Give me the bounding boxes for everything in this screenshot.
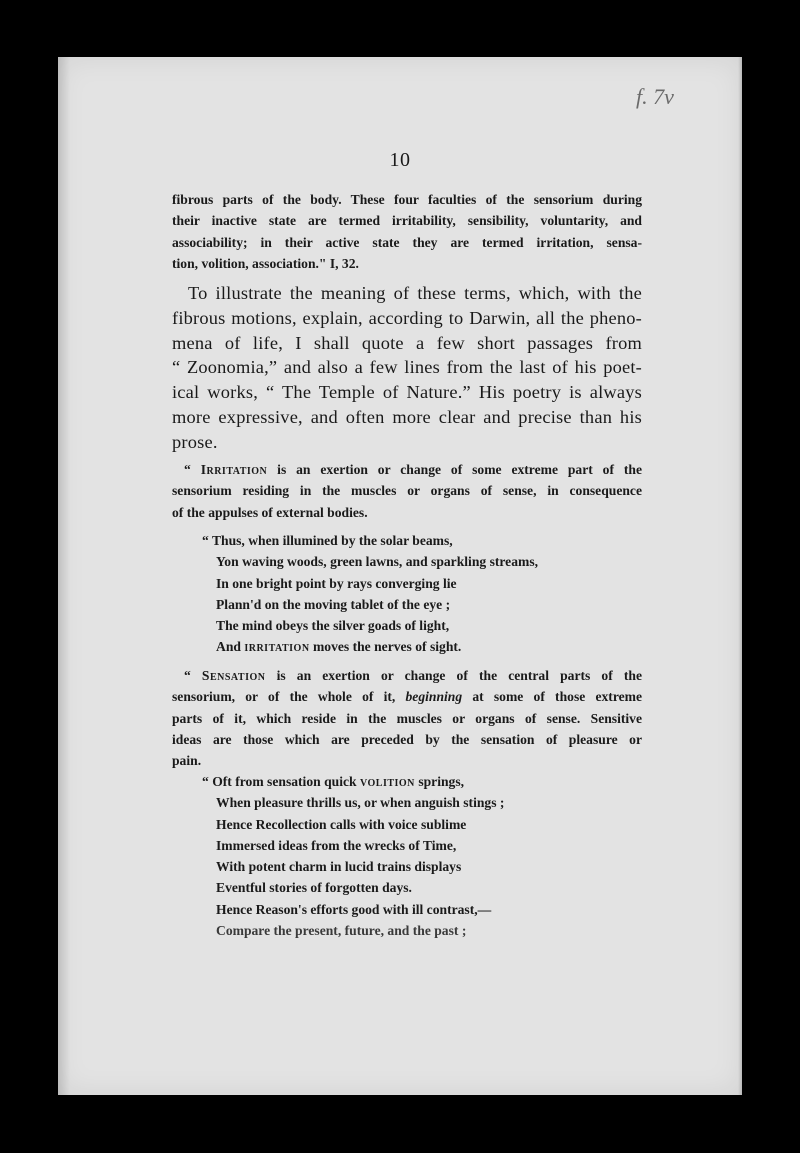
text-fragment: is an exertion or change of the central parts of the [265,668,642,683]
italic-word: beginning [405,689,463,705]
text-line: mena of life, I shall quote a few short passages from [172,332,642,353]
verse-sensation [202,771,505,941]
text-line: their inactive state are termed irritability, sensibility, voluntarity, and [172,213,642,229]
open-quote: “ [184,668,202,683]
book-page [58,57,742,1095]
body-paragraph [172,281,642,455]
text-line: more expressive, and often more clear and precise than his [172,406,642,427]
text-line: of the appulses of external bodies. [172,504,368,520]
term-sensation: Sensation [201,668,266,683]
text-line: To illustrate the meaning of these terms, which, with the [188,283,642,303]
verse-line: Plann'd on the moving tablet of the eye ; [216,596,451,612]
text-line: prose. [172,431,218,452]
verse-line: With potent charm in lucid trains displays [216,859,462,875]
text-fragment: “ Oft from sensation quick [202,774,360,789]
quote-continuation [172,189,642,274]
verse-line: Hence Reason's efforts good with ill contrast,— [216,901,492,917]
verse-line: Compare the present, future, and the past ; [216,923,467,939]
text-line: ical works, “ The Temple of Nature.” His poetry is always [172,382,642,403]
verse-line [202,771,504,792]
verse-line: When pleasure thrills us, or when anguish stings ; [216,795,505,811]
text-fragment: moves the nerves of sight. [309,639,462,655]
folio-mark: f. 7v [636,84,674,109]
text-fragment: And [216,639,245,655]
open-quote: “ [184,462,201,477]
term-irritation: irritation [244,639,310,655]
verse-line: Yon waving woods, green lawns, and sparkling streams, [216,554,539,570]
text-line: ideas are those which are preceded by the sensation of pleasure or [172,731,642,747]
verse-line: “ Thus, when illumined by the solar beams, [202,533,453,548]
irritation-definition [172,459,642,523]
verse-line: The mind obeys the silver goads of light, [216,618,450,634]
text-fragment: sensorium, or of the whole of it, [172,689,406,705]
text-line: associability; in their active state they are termed irritation, sensa- [172,234,642,250]
verse-line: Immersed ideas from the wrecks of Time, [216,837,457,853]
text-line: “ Zoonomia,” and also a few lines from the last of his poet- [172,357,642,378]
verse-line [216,636,538,657]
text-line: pain. [172,753,202,769]
sensation-definition [172,665,642,771]
verse-line: Hence Recollection calls with voice sublime [216,816,467,832]
text-line: tion, volition, association." I, 32. [172,255,359,271]
text-line [172,665,642,686]
text-fragment: springs, [414,774,465,789]
verse-irritation [202,530,539,658]
text-line: sensorium residing in the muscles or organs of sense, in consequence [172,483,642,499]
term-volition: volition [359,774,415,789]
verse-line: In one bright point by rays converging lie [216,575,457,591]
text-line: parts of it, which reside in the muscles or organs of sense. Sensitive [172,710,642,726]
page-edge-shadow [58,57,70,1095]
page-right-edge [738,57,742,1095]
text-fragment: at some of those extreme [462,689,642,705]
text-line [172,686,642,707]
page-number: 10 [389,149,411,171]
term-irritation: Irritation [200,462,268,477]
verse-line: Eventful stories of forgotten days. [216,880,412,896]
text-fragment: is an exertion or change of some extreme part of the [267,462,642,477]
text-line: fibrous parts of the body. These four faculties of the sensorium during [172,192,642,207]
text-line [172,459,642,480]
text-line: fibrous motions, explain, according to Darwin, all the pheno- [172,307,642,328]
